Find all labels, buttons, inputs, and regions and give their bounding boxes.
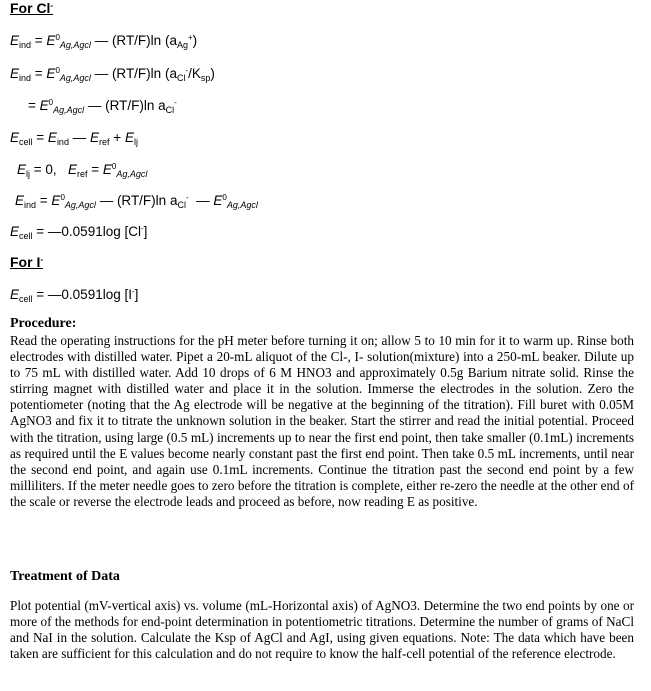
heading-i: For I-	[10, 254, 44, 270]
equation-8: $E_{cell}$ = —0.0591log [I-]	[10, 287, 139, 304]
equation-2: $E_{ind} = E^0_{Ag,Agcl}$ — (RT/F)ln $(a_{Cl}^-/K_{sp})$	[10, 66, 215, 83]
equation-6: $E_{ind} = E^0_{Ag,Agcl}$ — (RT/F)ln $a_{Cl}^-$ — $E^0_{Ag,Agcl}$	[15, 193, 258, 210]
equation-5: $E_{lj} = 0$, $E_{ref} = E^0_{Ag,Agcl}$	[17, 162, 148, 179]
equation-1: $E_{ind} = E^0_{Ag,Agcl}$ — (RT/F)ln $(a_{Ag}^+)$	[10, 33, 198, 50]
equation-7: $E_{cell}$ = —0.0591log [Cl-]	[10, 224, 148, 241]
treatment-text: Plot potential (mV-vertical axis) vs. volume (mL-Horizontal axis) of AgNO3. Determine the two end points by one or more of the methods for end-point determination in potentiometric titrations. Determine the number of grams of NaCl and NaI in the solution. Calculate the Ksp of AgCl and AgI, using given equations. Note: The data which have been taken are sufficient for this calculation and do not require to know the half-cell potential of the reference electrode.	[10, 598, 634, 662]
equation-4: $E_{cell} = E_{ind}$ — $E_{ref} + E_{lj}$	[10, 130, 138, 147]
treatment-title: Treatment of Data	[10, 569, 120, 584]
procedure-title: Procedure:	[10, 316, 77, 331]
procedure-text: Read the operating instructions for the pH meter before turning it on; allow 5 to 10 min for it to warm up. Rinse both electrodes with distilled water. Pipet a 20-mL aliquot of the Cl-, I- solution(mixture) into a 250-mL beaker. Dilute up to 75 mL with distilled water. Add 10 drops of 6 M HNO3 and approximately 0.5g Barium nitrate solid. Rinse the stirring magnet with distilled water and place it in the solution. Immerse the electrodes in the solution. Zero the potentiometer (noting that the Ag electrode will be negative at the beginning of the titration). Fill buret with 0.05M AgNO3 and fix it to titrate the unknown solution in the beaker. Start the stirrer and read the initial potential. Proceed with the titration, using large (0.5 mL) increments up to near the first end point, then take smaller (0.1mL) increments as required until the E values become nearly constant past the first end point. Then take 0.5 mL increments, until near the second end point, and again use 0.1mL increments. Continue the titration past the second end point by a few milliliters. If the meter needle goes to zero before the titration is complete, either re-zero the needle at the other end of the scale or reverse the electrode leads and proceed as before, now reading E as positive.	[10, 333, 634, 509]
heading-cl: For Cl-	[10, 0, 54, 16]
equation-3: = $E^0_{Ag,Agcl}$ — (RT/F)ln $a_{Cl}^-$	[28, 98, 177, 115]
